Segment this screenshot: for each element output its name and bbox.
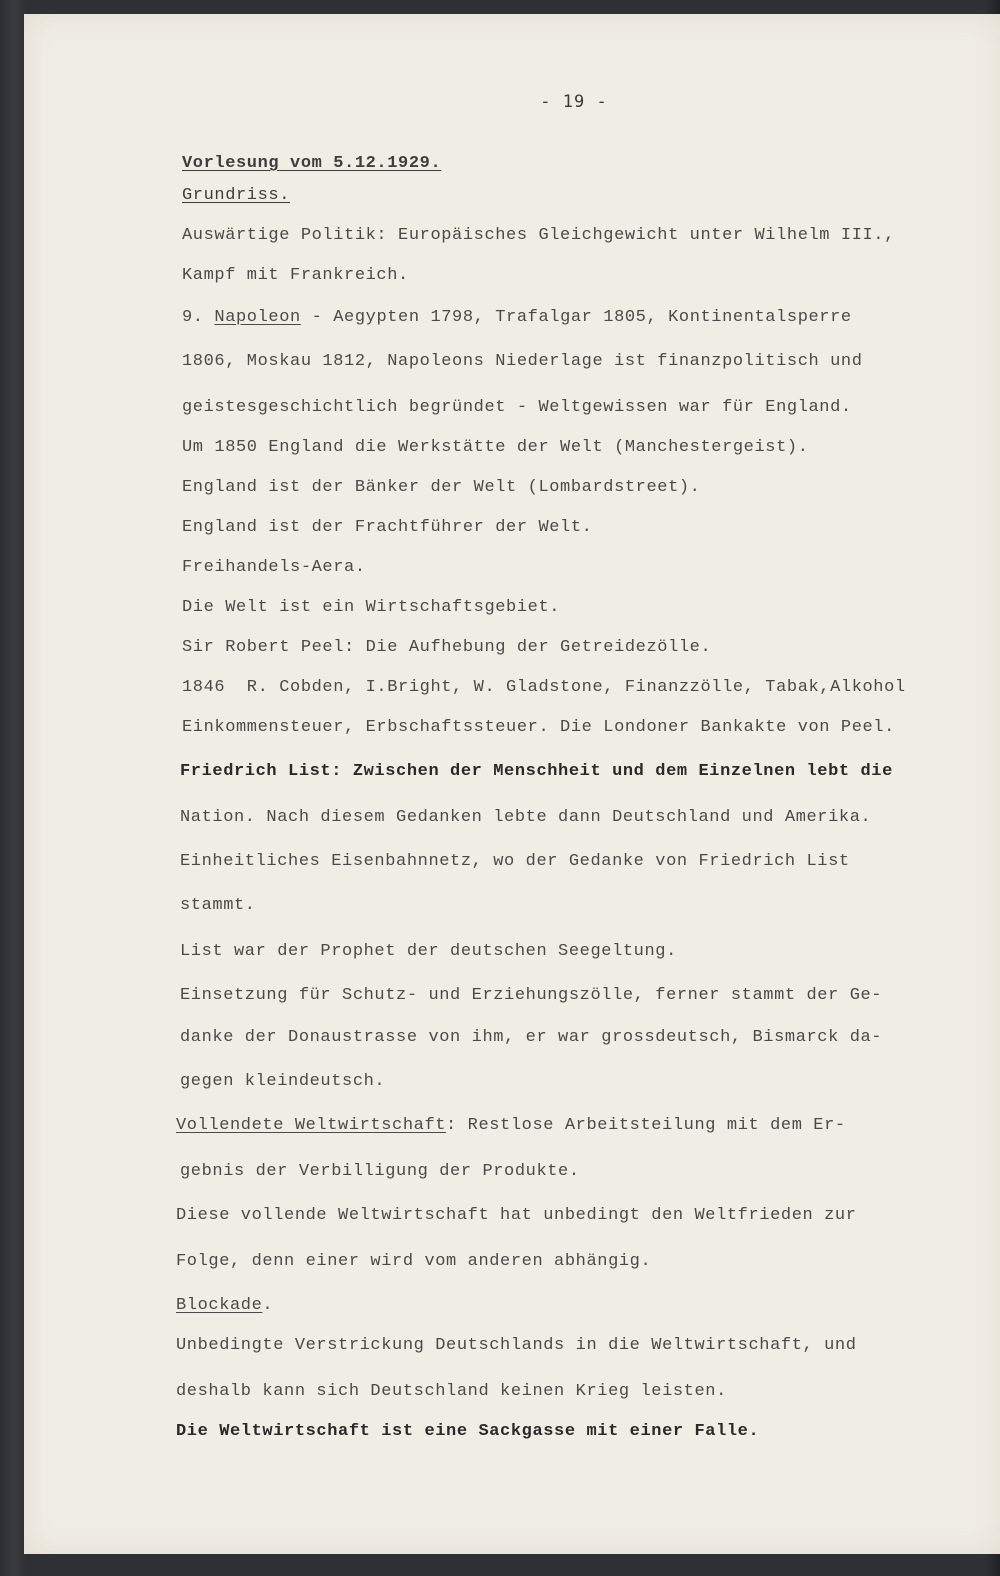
text-line: Auswärtige Politik: Europäisches Gleichgewicht unter Wilhelm III., bbox=[182, 226, 895, 245]
text-line: Sir Robert Peel: Die Aufhebung der Getreidezölle. bbox=[182, 638, 712, 657]
text-line: Freihandels-Aera. bbox=[182, 558, 366, 577]
lecture-title: Vorlesung vom 5.12.1929. bbox=[182, 154, 442, 173]
text-line: Friedrich List: Zwischen der Menschheit und dem Einzelnen lebt die bbox=[180, 762, 893, 781]
text-line: Die Welt ist ein Wirtschaftsgebiet. bbox=[182, 598, 561, 617]
text-line: Kampf mit Frankreich. bbox=[182, 266, 409, 285]
text-line bbox=[176, 1296, 273, 1315]
text-line: Einsetzung für Schutz- und Erziehungszölle, ferner stammt der Ge- bbox=[180, 986, 883, 1005]
text-line: Nation. Nach diesem Gedanken lebte dann Deutschland und Amerika. bbox=[180, 808, 872, 827]
line-rest: : Restlose Arbeitsteilung mit dem Er- bbox=[446, 1116, 846, 1135]
typewritten-page bbox=[24, 14, 1000, 1554]
line-rest: . bbox=[262, 1296, 274, 1315]
text-line bbox=[176, 1116, 846, 1135]
text-line: gegen kleindeutsch. bbox=[180, 1072, 386, 1091]
text-line: 1846 R. Cobden, I.Bright, W. Gladstone, Finanzzölle, Tabak,Alkohol bbox=[182, 678, 906, 697]
underlined-term: Vollendete Weltwirtschaft bbox=[176, 1116, 447, 1135]
text-line: Um 1850 England die Werkstätte der Welt (Manchestergeist). bbox=[182, 438, 809, 457]
text-line: stammt. bbox=[180, 896, 256, 915]
section-outline: Grundriss. bbox=[182, 186, 291, 205]
text-line: Einheitliches Eisenbahnnetz, wo der Gedanke von Friedrich List bbox=[180, 852, 850, 871]
underlined-term: Blockade bbox=[176, 1296, 263, 1315]
text-line: danke der Donaustrasse von ihm, er war grossdeutsch, Bismarck da- bbox=[180, 1028, 883, 1047]
line-rest: - Aegypten 1798, Trafalgar 1805, Kontinentalsperre bbox=[300, 308, 852, 327]
text-line: gebnis der Verbilligung der Produkte. bbox=[180, 1162, 580, 1181]
text-line: Unbedingte Verstrickung Deutschlands in die Weltwirtschaft, und bbox=[176, 1336, 857, 1355]
text-line: England ist der Frachtführer der Welt. bbox=[182, 518, 593, 537]
text-line: Die Weltwirtschaft ist eine Sackgasse mit einer Falle. bbox=[176, 1422, 760, 1441]
text-line: 1806, Moskau 1812, Napoleons Niederlage ist finanzpolitisch und bbox=[182, 352, 863, 371]
text-line: deshalb kann sich Deutschland keinen Krieg leisten. bbox=[176, 1382, 727, 1401]
text-line: geistesgeschichtlich begründet - Weltgewissen war für England. bbox=[182, 398, 852, 417]
item-number: 9. bbox=[182, 308, 215, 327]
text-line: List war der Prophet der deutschen Seegeltung. bbox=[180, 942, 677, 961]
text-line: England ist der Bänker der Welt (Lombardstreet). bbox=[182, 478, 701, 497]
page-number: - 19 - bbox=[540, 92, 608, 112]
text-line: Diese vollende Weltwirtschaft hat unbedingt den Weltfrieden zur bbox=[176, 1206, 857, 1225]
text-line: Folge, denn einer wird vom anderen abhängig. bbox=[176, 1252, 652, 1271]
text-line: Einkommensteuer, Erbschaftssteuer. Die Londoner Bankakte von Peel. bbox=[182, 718, 895, 737]
text-line bbox=[182, 308, 852, 327]
underlined-term: Napoleon bbox=[214, 308, 301, 327]
